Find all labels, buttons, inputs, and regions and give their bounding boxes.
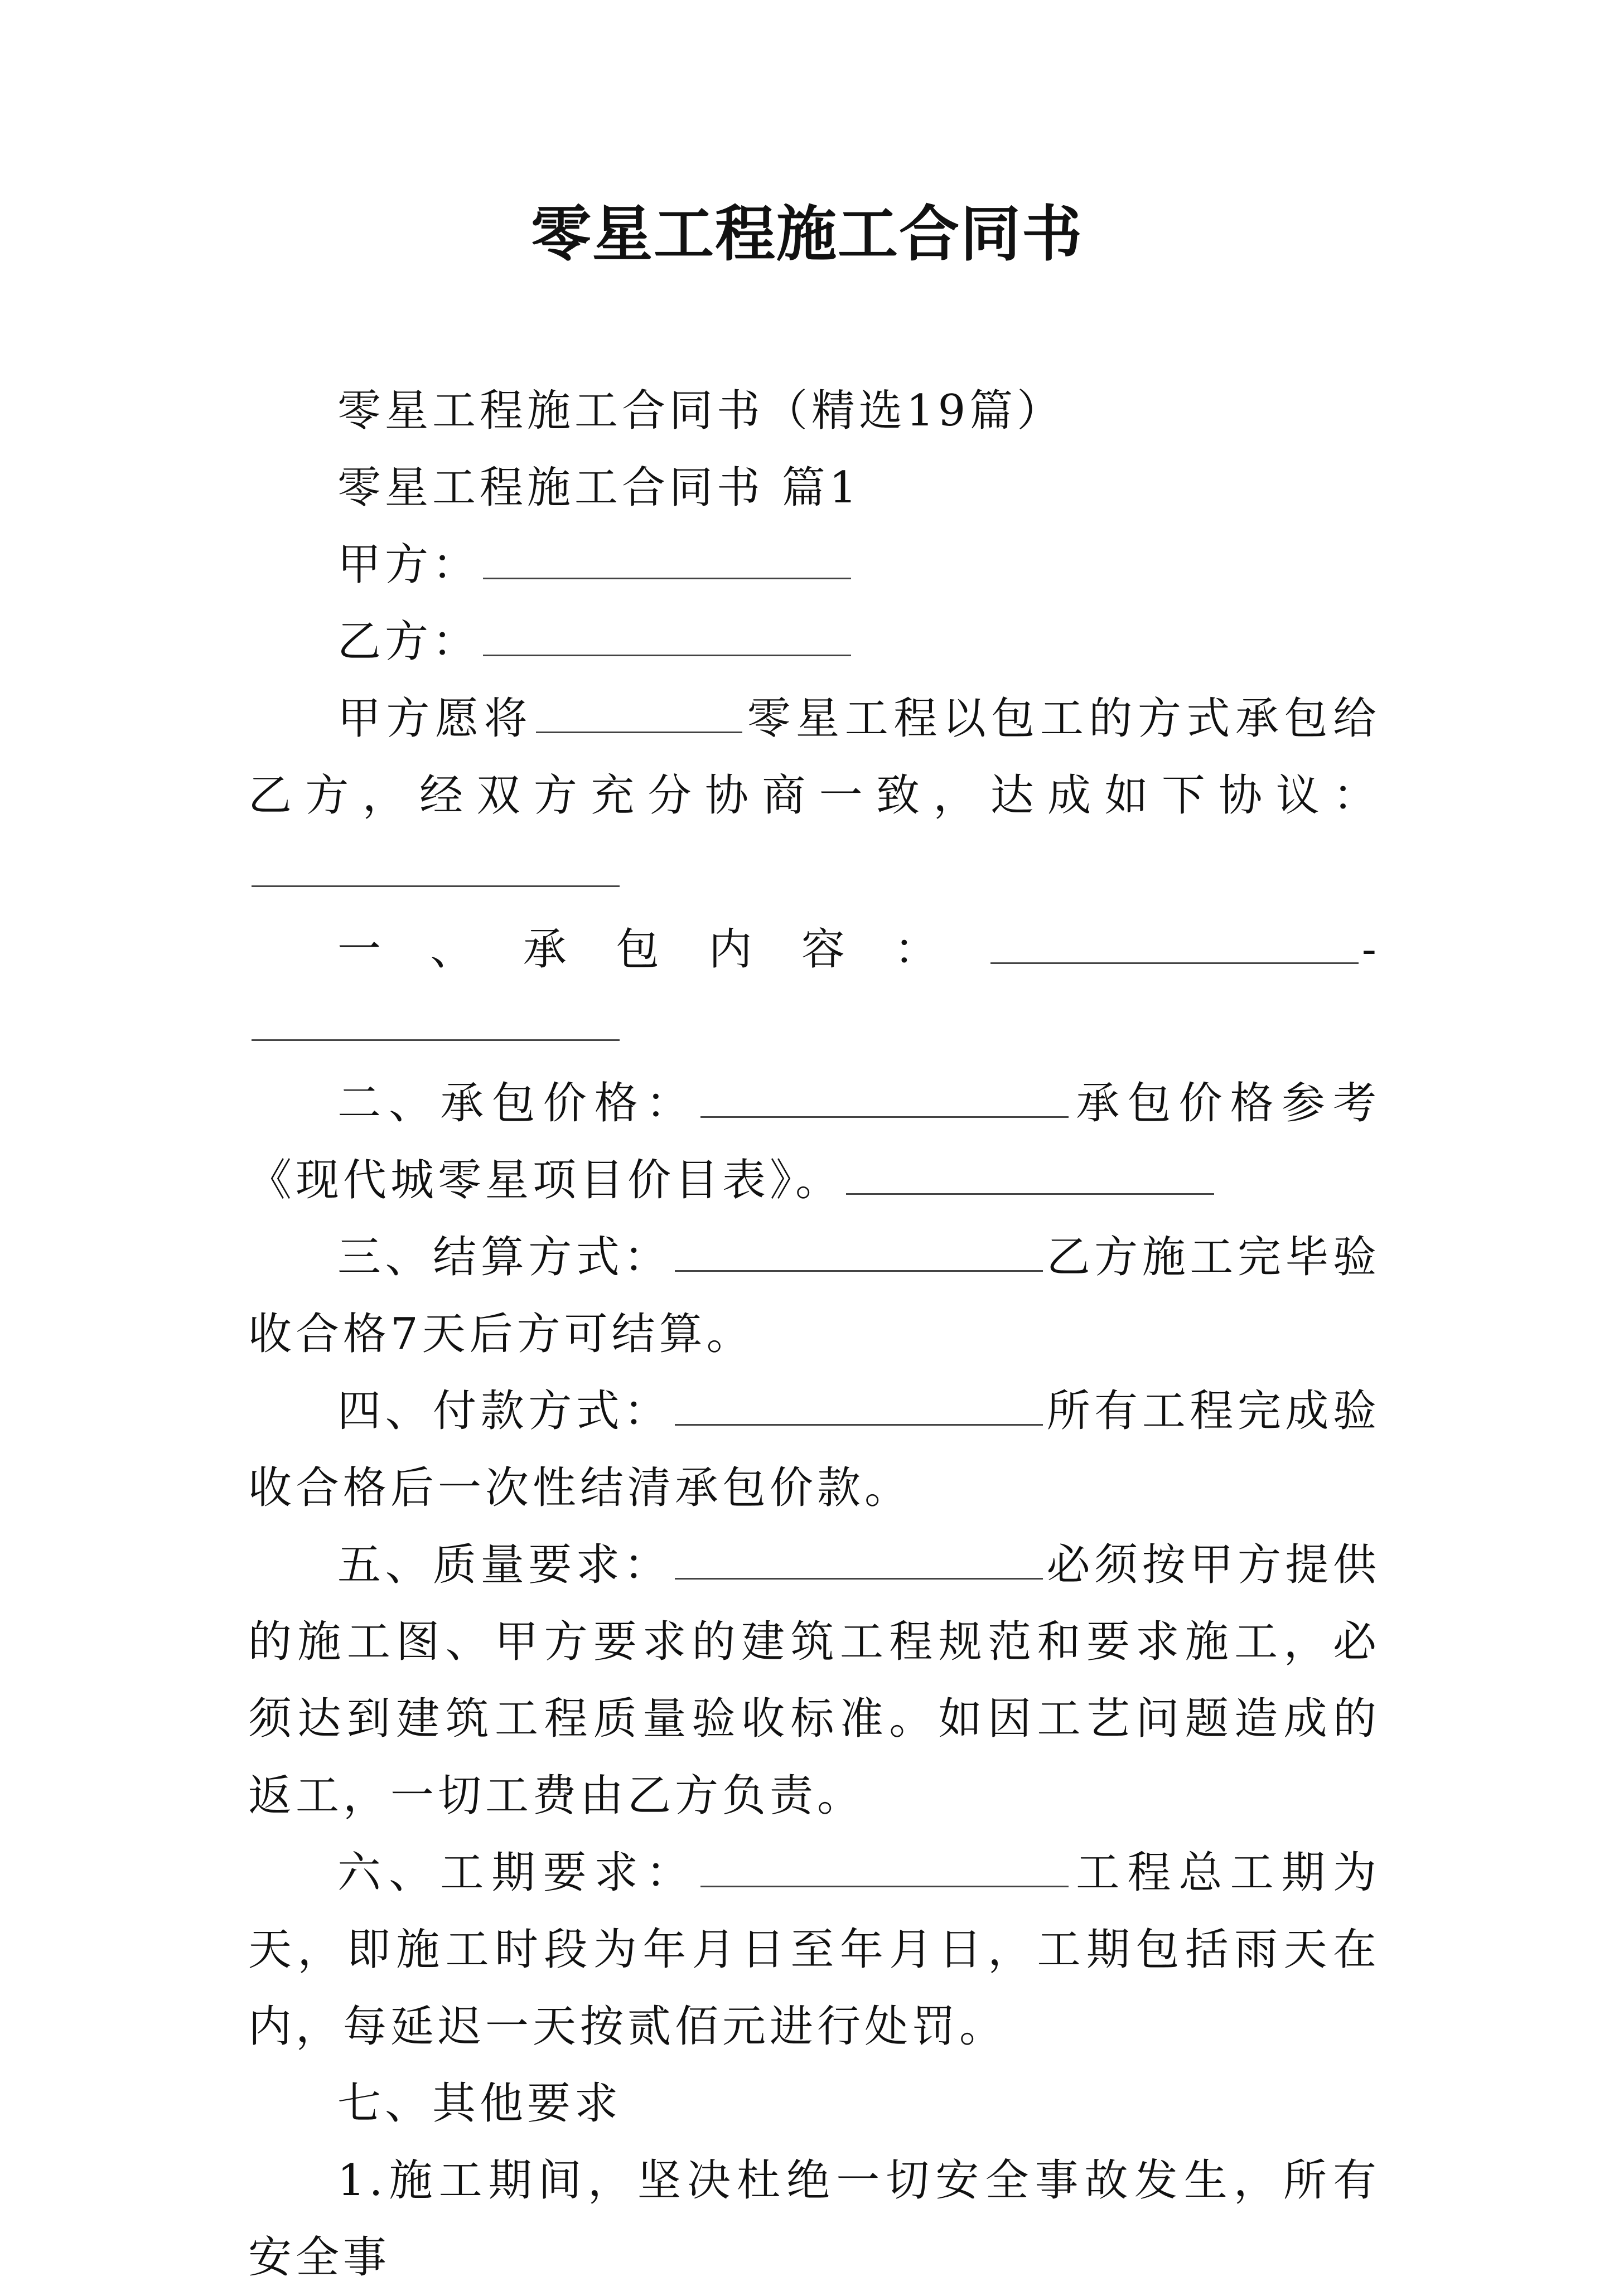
intro-part2: 零星工程以包工的方式承包给乙方，经双方充分协商一致，达成如下协议： xyxy=(248,694,1380,821)
item-3-paragraph xyxy=(248,1219,1380,1373)
item-2-paragraph xyxy=(248,1065,1380,1219)
item-6-label: 六、工期要求： xyxy=(337,1848,698,1898)
party-a-line xyxy=(248,526,1380,603)
item-1-separator: - xyxy=(1361,924,1380,975)
project-name-blank xyxy=(536,688,742,733)
party-b-blank xyxy=(483,611,851,656)
item-7-1-paragraph xyxy=(248,2142,1380,2296)
item-1-blank-b xyxy=(252,996,620,1041)
item-4-label: 四、付款方式： xyxy=(337,1386,671,1436)
item-3-text: 乙方施工完毕验收合格7天后方可结算。 xyxy=(248,1232,1380,1359)
item-4-paragraph xyxy=(248,1373,1380,1527)
section-heading-paragraph xyxy=(248,449,1380,526)
item-4-blank xyxy=(675,1380,1043,1426)
item-2-trailing-blank xyxy=(846,1150,1214,1195)
subtitle-paragraph xyxy=(248,372,1380,449)
section-heading-text: 零星工程施工合同书 篇1 xyxy=(337,463,861,513)
item-5-label: 五、质量要求： xyxy=(337,1540,671,1590)
item-1-paragraph xyxy=(248,911,1380,1065)
item-6-blank xyxy=(700,1842,1069,1887)
agreement-blank xyxy=(252,842,620,887)
document-title: 零星工程施工合同书 xyxy=(530,199,1083,269)
item-5-blank xyxy=(675,1534,1043,1580)
party-a-label: 甲方： xyxy=(337,540,480,590)
item-3-label: 三、结算方式： xyxy=(337,1232,671,1282)
item-6-paragraph xyxy=(248,1834,1380,2065)
party-b-line xyxy=(248,603,1380,680)
item-7-paragraph xyxy=(248,2065,1380,2142)
item-7-1-text: 1.施工期间，坚决杜绝一切安全事故发生，所有安全事 xyxy=(248,2155,1380,2283)
item-3-blank xyxy=(675,1227,1043,1272)
intro-paragraph xyxy=(248,680,1380,911)
item-1-label: 一、承包内容： xyxy=(337,924,987,975)
document-body xyxy=(248,372,1380,2296)
item-7-label: 七、其他要求 xyxy=(337,2079,622,2129)
item-6-text: 工程总工期为天，即施工时段为年月日至年月日，工期包括雨天在内，每延迟一天按贰佰元进行处罚。 xyxy=(248,1848,1380,2052)
intro-part1: 甲方愿将 xyxy=(337,694,533,744)
item-5-text: 必须按甲方提供的施工图、甲方要求的建筑工程规范和要求施工，必须达到建筑工程质量验收标准。如因工艺问题造成的返工，一切工费由乙方负责。 xyxy=(248,1540,1380,1821)
party-b-label: 乙方： xyxy=(337,617,480,667)
party-a-blank xyxy=(483,534,851,579)
item-5-paragraph xyxy=(248,1527,1380,1834)
item-1-blank-a xyxy=(990,919,1359,964)
item-2-label: 二、承包价格： xyxy=(337,1078,698,1128)
item-4-text: 所有工程完成验收合格后一次性结清承包价款。 xyxy=(248,1386,1380,1513)
item-2-blank xyxy=(700,1073,1069,1118)
subtitle-text: 零星工程施工合同书（精选19篇） xyxy=(337,386,1065,436)
item-2-text: 承包价格参考《现代城零星项目价目表》。 xyxy=(248,1078,1380,1205)
